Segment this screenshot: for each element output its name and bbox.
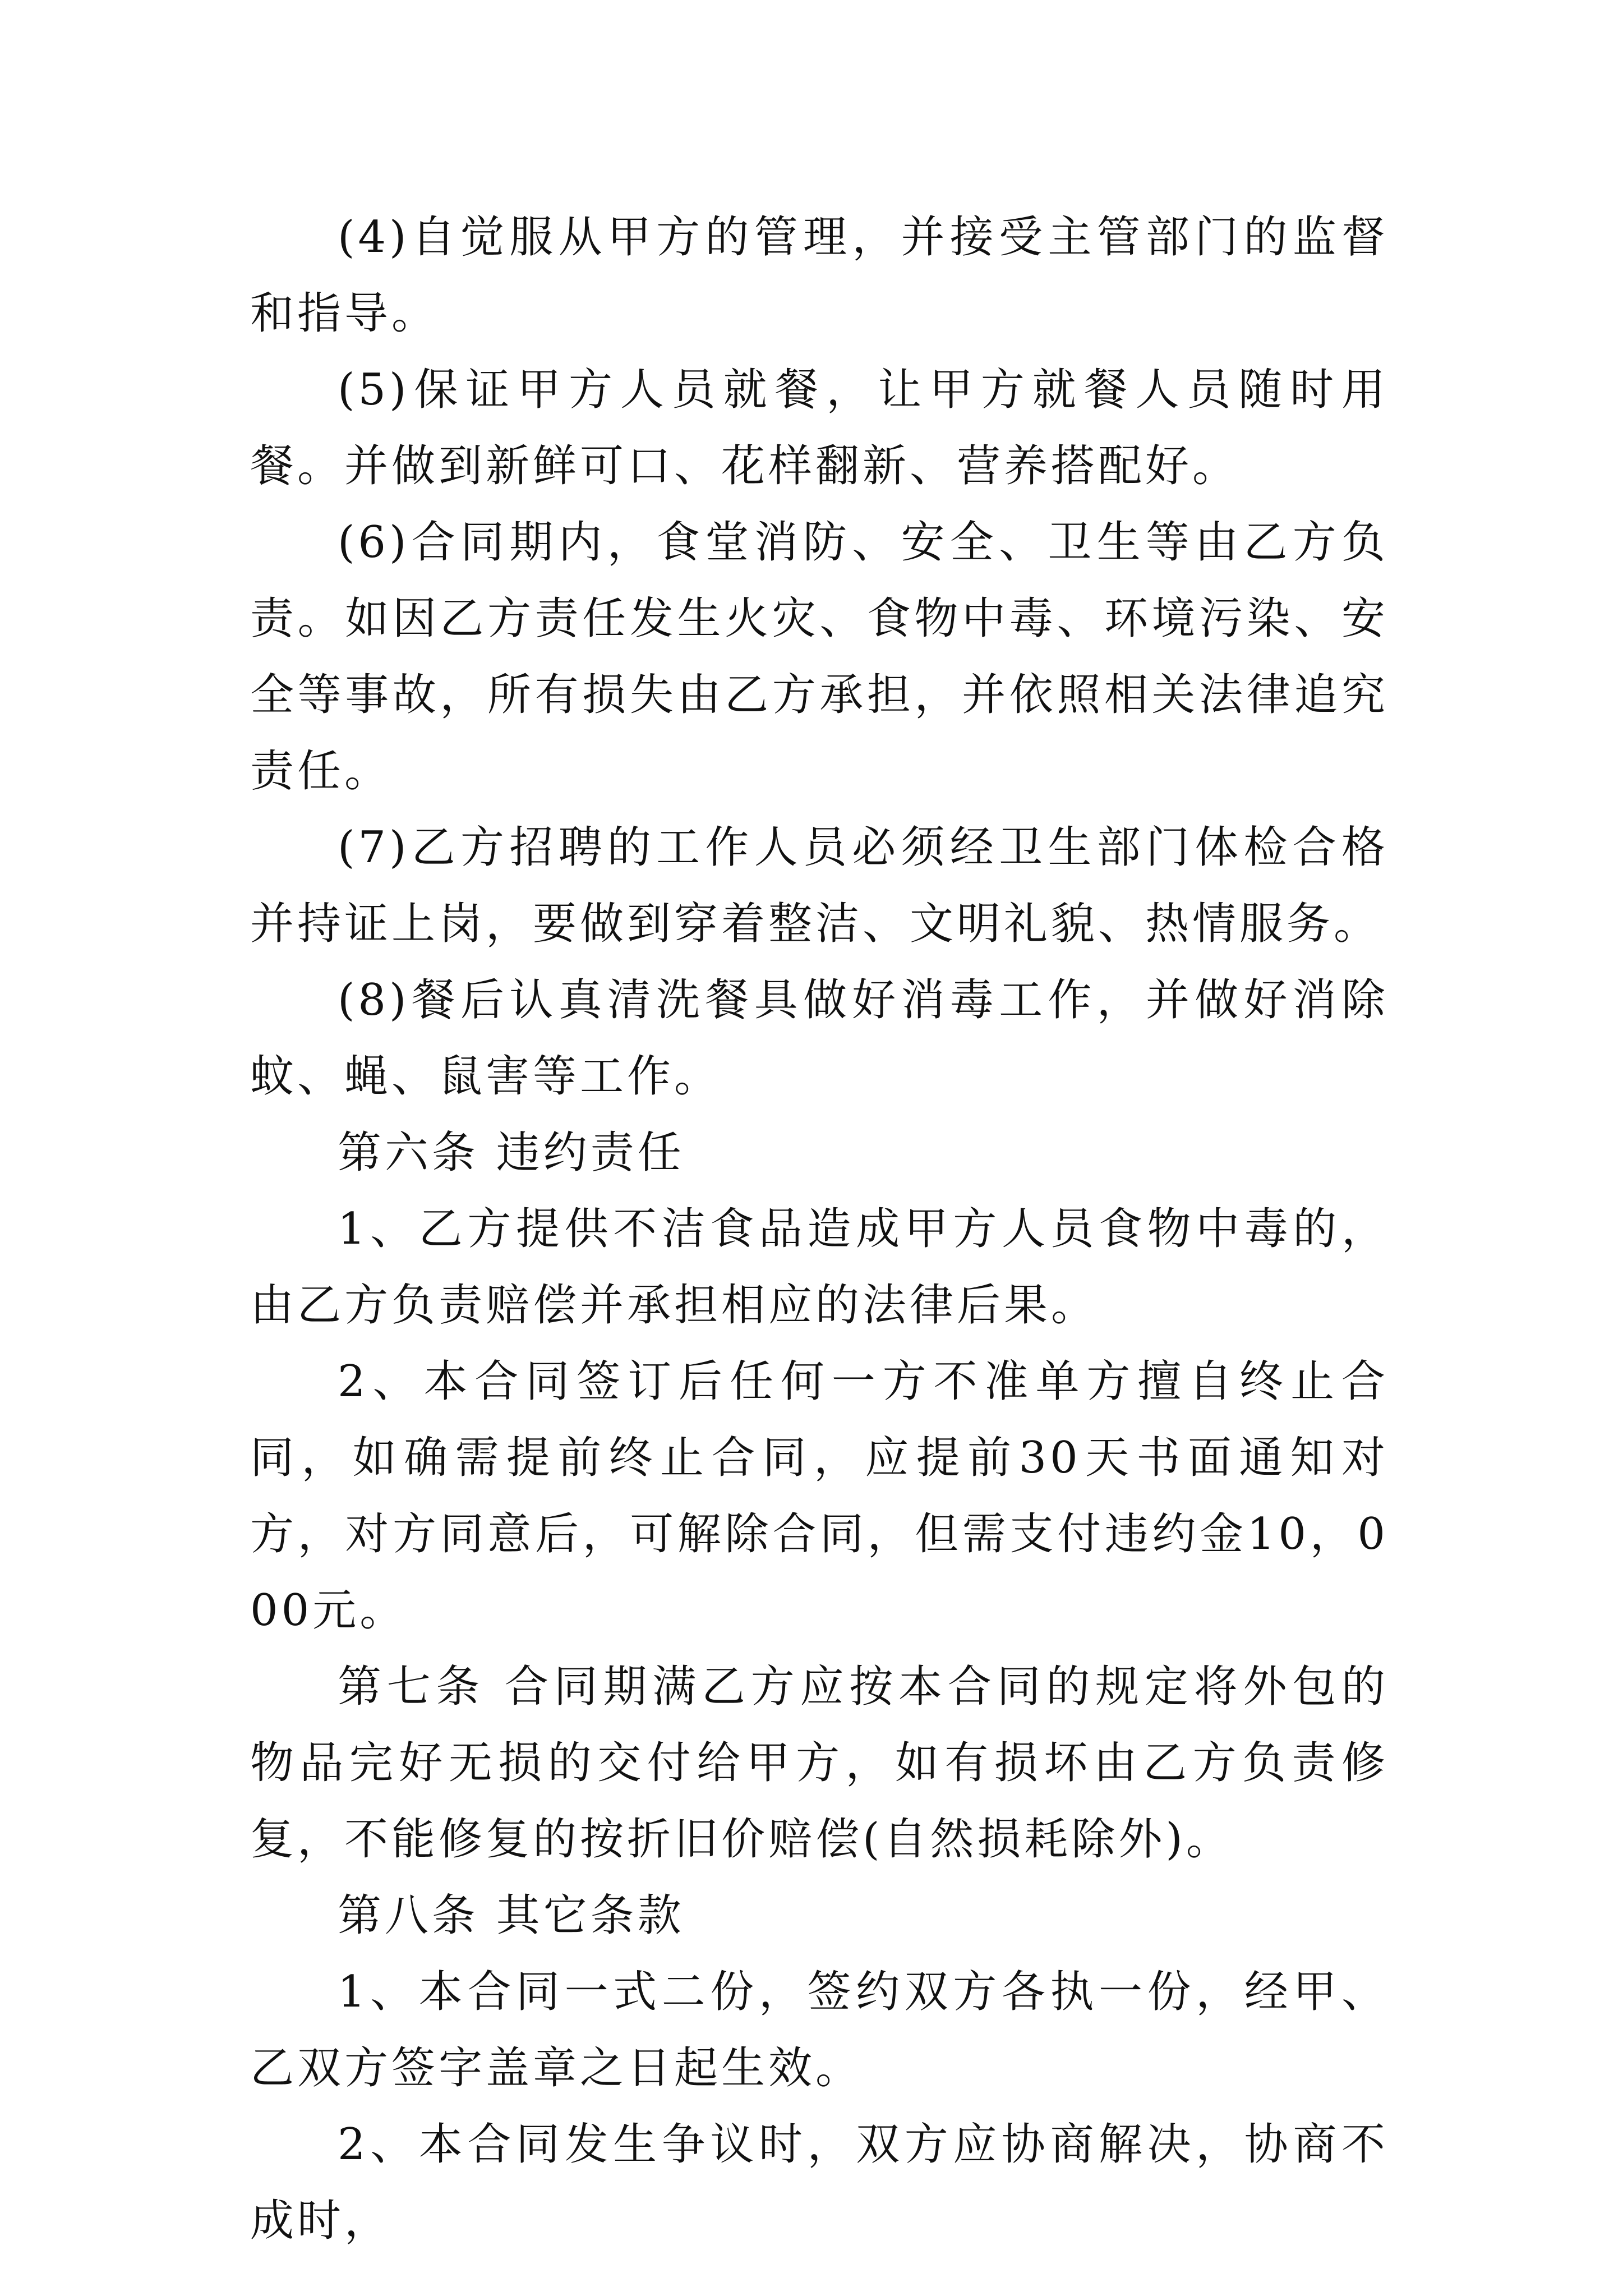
article-6-heading: 第六条 违约责任 bbox=[338, 1128, 685, 1178]
paragraph-clause-5: (5)保证甲方人员就餐，让甲方就餐人员随时用餐。并做到新鲜可口、花样翻新、营养搭配好。 bbox=[250, 365, 1389, 491]
paragraph-clause-6: (6)合同期内，食堂消防、安全、卫生等由乙方负责。如因乙方责任发生火灾、食物中毒、环境污染、安全等事故，所有损失由乙方承担，并依照相关法律追究责任。 bbox=[250, 517, 1389, 797]
paragraph-clause-7: (7)乙方招聘的工作人员必须经卫生部门体检合格并持证上岗，要做到穿着整洁、文明礼貌、热情服务。 bbox=[250, 822, 1389, 949]
article-6-item-2: 2、本合同签订后任何一方不准单方擅自终止合同，如确需提前终止合同，应提前30天书面通知对方，对方同意后，可解除合同，但需支付违约金10，000元。 bbox=[250, 1356, 1389, 1636]
paragraph-clause-4: (4)自觉服从甲方的管理，并接受主管部门的监督和指导。 bbox=[250, 212, 1389, 339]
article-6-item-1: 1、乙方提供不洁食品造成甲方人员食物中毒的，由乙方负责赔偿并承担相应的法律后果。 bbox=[250, 1204, 1389, 1331]
article-8-item-2: 2、本合同发生争议时，双方应协商解决，协商不成时， bbox=[250, 2119, 1389, 2246]
article-8-item-1: 1、本合同一式二份，签约双方各执一份，经甲、乙双方签字盖章之日起生效。 bbox=[250, 1967, 1389, 2093]
article-8-heading: 第八条 其它条款 bbox=[338, 1890, 685, 1941]
paragraph-clause-8: (8)餐后认真清洗餐具做好消毒工作，并做好消除蚊、蝇、鼠害等工作。 bbox=[250, 975, 1389, 1102]
article-7: 第七条 合同期满乙方应按本合同的规定将外包的物品完好无损的交付给甲方，如有损坏由乙方负责修复，不能修复的按折旧价赔偿(自然损耗除外)。 bbox=[250, 1662, 1389, 1865]
document-body bbox=[250, 199, 1389, 2259]
